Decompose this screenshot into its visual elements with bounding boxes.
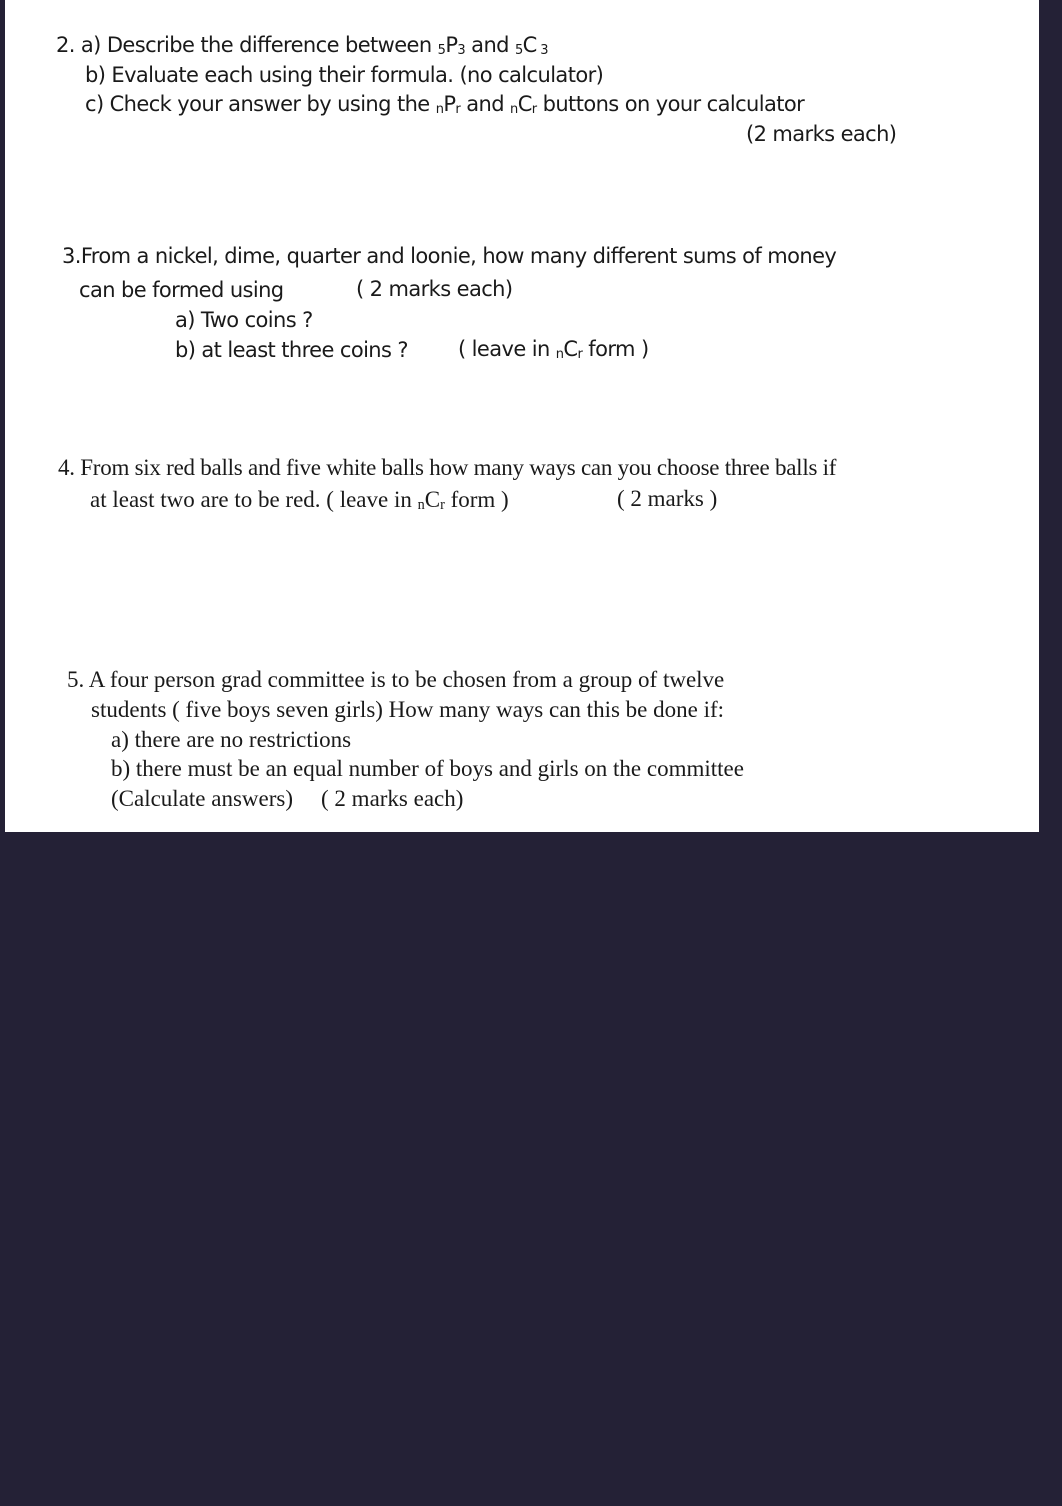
q2-a-r: 3 (457, 43, 466, 58)
question-4-line-1: 4. From six red balls and five white balls how many ways can you choose three balls if (58, 455, 837, 480)
q3-note-suffix: form ) (582, 337, 649, 361)
question-3-part-b: b) at least three coins ? (175, 338, 408, 362)
q4-n: n (417, 497, 425, 513)
q3-note-text: ( leave in (458, 337, 556, 361)
question-2-part-a (56, 35, 548, 57)
q2-c-r: r (455, 102, 461, 117)
q2-a-n2: 5 (514, 43, 523, 58)
q3-note-r: r (577, 347, 583, 362)
q4-r: r (440, 497, 445, 513)
q3-note-C: C (563, 337, 578, 361)
question-3-marks: ( 2 marks each) (356, 277, 513, 301)
question-4-marks: ( 2 marks ) (617, 486, 718, 511)
worksheet-page (5, 0, 1039, 832)
q2-a-text: 2. a) Describe the difference between (56, 33, 438, 57)
question-2-marks: (2 marks each) (746, 122, 897, 146)
question-3-line-1: 3.From a nickel, dime, quarter and loonie, how many different sums of money (62, 244, 837, 268)
q2-c-n: n (435, 102, 444, 117)
question-3-line-2: can be formed using (79, 278, 284, 302)
q2-a-r2: 3 (536, 43, 548, 58)
question-3-part-a: a) Two coins ? (175, 308, 313, 332)
question-5-part-b: b) there must be an equal number of boys and girls on the committee (111, 756, 744, 781)
q4-text: at least two are to be red. ( leave in (90, 487, 418, 512)
q4-suffix: form ) (444, 487, 509, 512)
q4-C: C (424, 487, 441, 512)
question-2-part-c (85, 94, 804, 116)
q2-a-P: P (445, 33, 458, 57)
q2-c-text: c) Check your answer by using the (85, 92, 436, 116)
q2-c-C: C (517, 92, 532, 116)
q2-c-suffix: buttons on your calculator (536, 92, 805, 116)
question-5-part-a: a) there are no restrictions (111, 727, 352, 752)
question-2-part-b: b) Evaluate each using their formula. (no calculator) (85, 63, 604, 87)
q5-marks: ( 2 marks each) (321, 786, 464, 811)
q2-c-r2: r (531, 102, 537, 117)
q2-c-and: and (460, 92, 511, 116)
q2-a-and: and (465, 33, 515, 57)
q2-c-P: P (443, 92, 456, 116)
question-3-part-b-note (458, 339, 649, 361)
question-4-line-2 (90, 488, 509, 512)
question-5-line-2: students ( five boys seven girls) How many ways can this be done if: (91, 697, 725, 722)
question-5-line-1: 5. A four person grad committee is to be chosen from a group of twelve (67, 667, 725, 692)
q2-a-n: 5 (437, 43, 446, 58)
q5-calculate-note: (Calculate answers) (111, 786, 294, 811)
question-5-footer (111, 787, 463, 810)
q2-a-C: C (522, 33, 537, 57)
q2-c-n2: n (510, 102, 518, 117)
q3-note-n: n (555, 347, 564, 362)
